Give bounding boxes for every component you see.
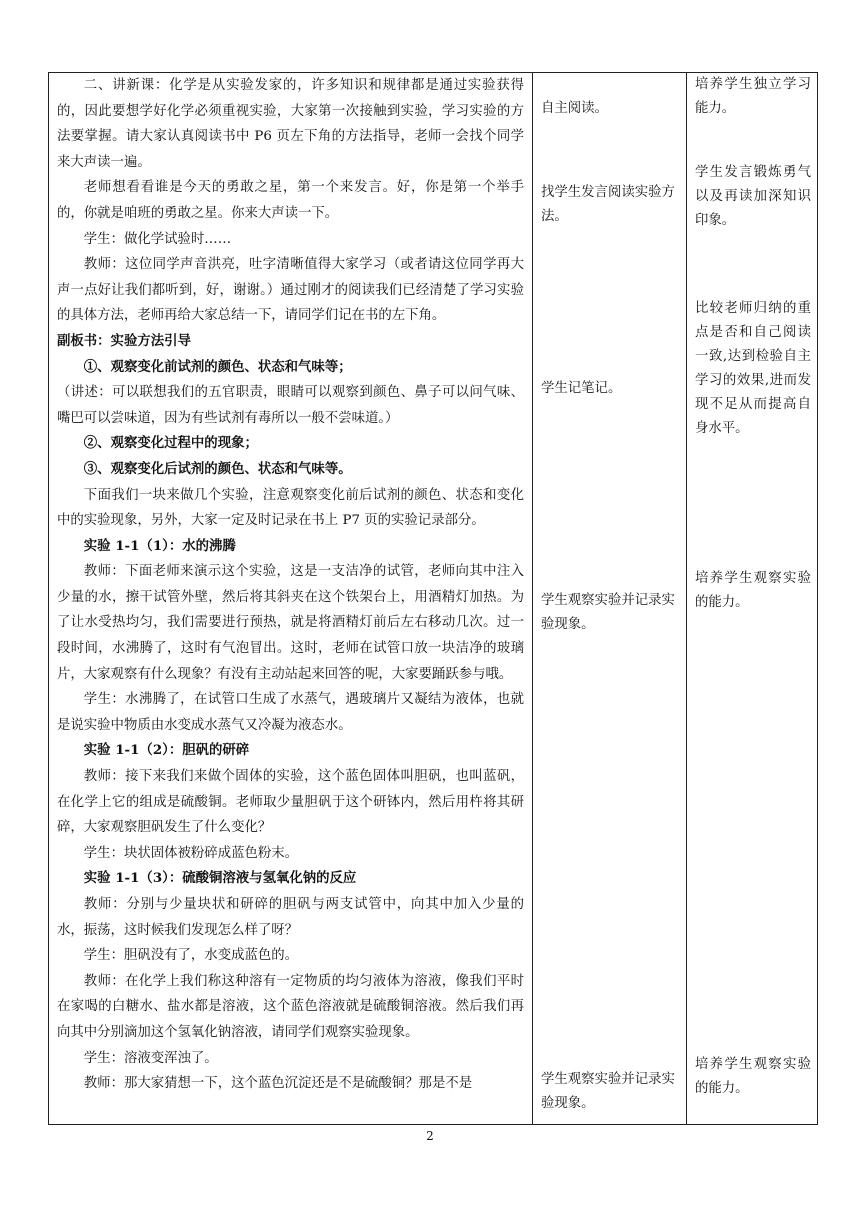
experiment-1-student: 学生：水沸腾了，在试管口生成了水蒸气，遇玻璃片又凝结为液体，也就是说实验中物质由水变成水蒸气又冷凝为液态水。 xyxy=(57,692,524,733)
board-note-1: ①、观察变化前试剂的颜色、状态和气味等； xyxy=(83,358,352,375)
board-note-explanation: （讲述：可以联想我们的五官职责，眼睛可以观察到颜色、鼻子可以问气味、嘴巴可以尝味道，因为有些试剂有毒所以一般不尝味道。） xyxy=(57,385,524,426)
board-note-3: ③、观察变化后试剂的颜色、状态和气味等。 xyxy=(83,460,352,477)
design-intent-1: 培养学生独立学习能力。 xyxy=(695,77,811,116)
board-notes-heading: 副板书：实验方法引导 xyxy=(57,332,191,349)
student-activity-3: 学生记笔记。 xyxy=(541,381,622,396)
page-number: 2 xyxy=(426,1129,434,1143)
design-intent-column xyxy=(686,73,818,1124)
design-intent-2: 学生发言锻炼勇气以及再读加深知识印象。 xyxy=(695,165,811,228)
experiment-3-teacher-a: 教师：分别与少量块状和研碎的胆矾与两支试管中，向其中加入少量的水，振荡，这时候我们发现怎么样了呀？ xyxy=(57,897,524,938)
paragraph-student-reading: 学生：做化学试验时…… xyxy=(83,231,232,247)
teaching-process-column xyxy=(49,73,533,1124)
student-activity-1: 自主阅读。 xyxy=(541,101,608,116)
experiment-3-teacher-c: 教师：那大家猜想一下，这个蓝色沉淀还是不是硫酸铜？那是不是 xyxy=(83,1076,473,1092)
experiment-2-teacher: 教师：接下来我们来做个固体的实验，这个蓝色固体叫胆矾，也叫蓝矾，在化学上它的组成是硫酸铜。老师取少量胆矾于这个研钵内，然后用杵将其研碎，大家观察胆矾发生了什么变化？ xyxy=(57,769,524,836)
student-activity-4: 学生观察实验并记录实验现象。 xyxy=(541,593,675,632)
student-activity-2: 找学生发言阅读实验方法。 xyxy=(541,185,675,224)
experiment-1-teacher: 教师：下面老师来演示这个实验，这是一支洁净的试管，老师向其中注入少量的水，擦干试管外壁，然后将其斜夹在这个铁架台上，用酒精灯加热。为了让水受热均匀，我们需要进行预热，就是将酒精灯前后左右移动几次。过一段时间，水沸腾了，这时有气泡冒出。这时，老师在试管口放一块洁净的玻璃片，大家观察有什么现象？有没有主动站起来回答的呢，大家要踊跃参与哦。 xyxy=(57,564,524,682)
teaching-process-text xyxy=(49,73,532,1097)
design-intent-5: 培养学生观察实验的能力。 xyxy=(695,1057,811,1096)
experiment-3-teacher-b: 教师：在化学上我们称这种溶有一定物质的均匀液体为溶液，像我们平时在家喝的白糖水、盐水都是溶液，这个蓝色溶液就是硫酸铜溶液。然后我们再向其中分别滴加这个氢氧化钠溶液，请同学们观察实验现象。 xyxy=(57,973,524,1040)
student-activity-5: 学生观察实验并记录实验现象。 xyxy=(541,1072,675,1111)
experiment-3-heading: 实验 1-1（3）：硫酸铜溶液与氢氧化钠的反应 xyxy=(83,870,357,887)
design-intent-4: 培养学生观察实验的能力。 xyxy=(695,571,811,610)
experiment-2-heading: 实验 1-1（2）：胆矾的研碎 xyxy=(83,742,250,759)
lesson-plan-table xyxy=(48,72,818,1125)
experiment-1-heading: 实验 1-1（1）：水的沸腾 xyxy=(83,537,236,554)
paragraph-new-lesson: 二、讲新课：化学是从实验发家的，许多知识和规律都是通过实验获得的，因此要想学好化学必须重视实验，大家第一次接触到实验，学习实验的方法要掌握。请大家认真阅读书中 P6 页左下角的方法指导，老师一会找个同学来大声读一遍。 xyxy=(57,78,524,170)
design-intent-3: 比较老师归纳的重点是否和自己阅读一致,达到检验自主学习的效果,进而发现不足从而提高自身水平。 xyxy=(695,301,811,436)
paragraph-experiments-intro: 下面我们一块来做几个实验，注意观察变化前后试剂的颜色、状态和变化中的实验现象，另外，大家一定及时记录在书上 P7 页的实验记录部分。 xyxy=(57,487,524,529)
experiment-3-student-a: 学生：胆矾没有了，水变成蓝色的。 xyxy=(83,948,299,964)
experiment-3-student-b: 学生：溶液变浑浊了。 xyxy=(83,1050,218,1066)
board-note-2: ②、观察变化过程中的现象； xyxy=(83,435,258,452)
student-activity-column xyxy=(532,73,687,1124)
paragraph-brave-star: 老师想看看谁是今天的勇敢之星，第一个来发言。好，你是第一个举手的，你就是咱班的勇敢之星。你来大声读一下。 xyxy=(57,180,524,221)
experiment-2-student: 学生：块状固体被粉碎成蓝色粉末。 xyxy=(83,845,299,861)
paragraph-teacher-summary: 教师：这位同学声音洪亮，吐字清晰值得大家学习（或者请这位同学再大声一点好让我们都听到，好，谢谢。）通过刚才的阅读我们已经清楚了学习实验的具体方法，老师再给大家总结一下，请同学们记在书的左下角。 xyxy=(57,257,524,324)
